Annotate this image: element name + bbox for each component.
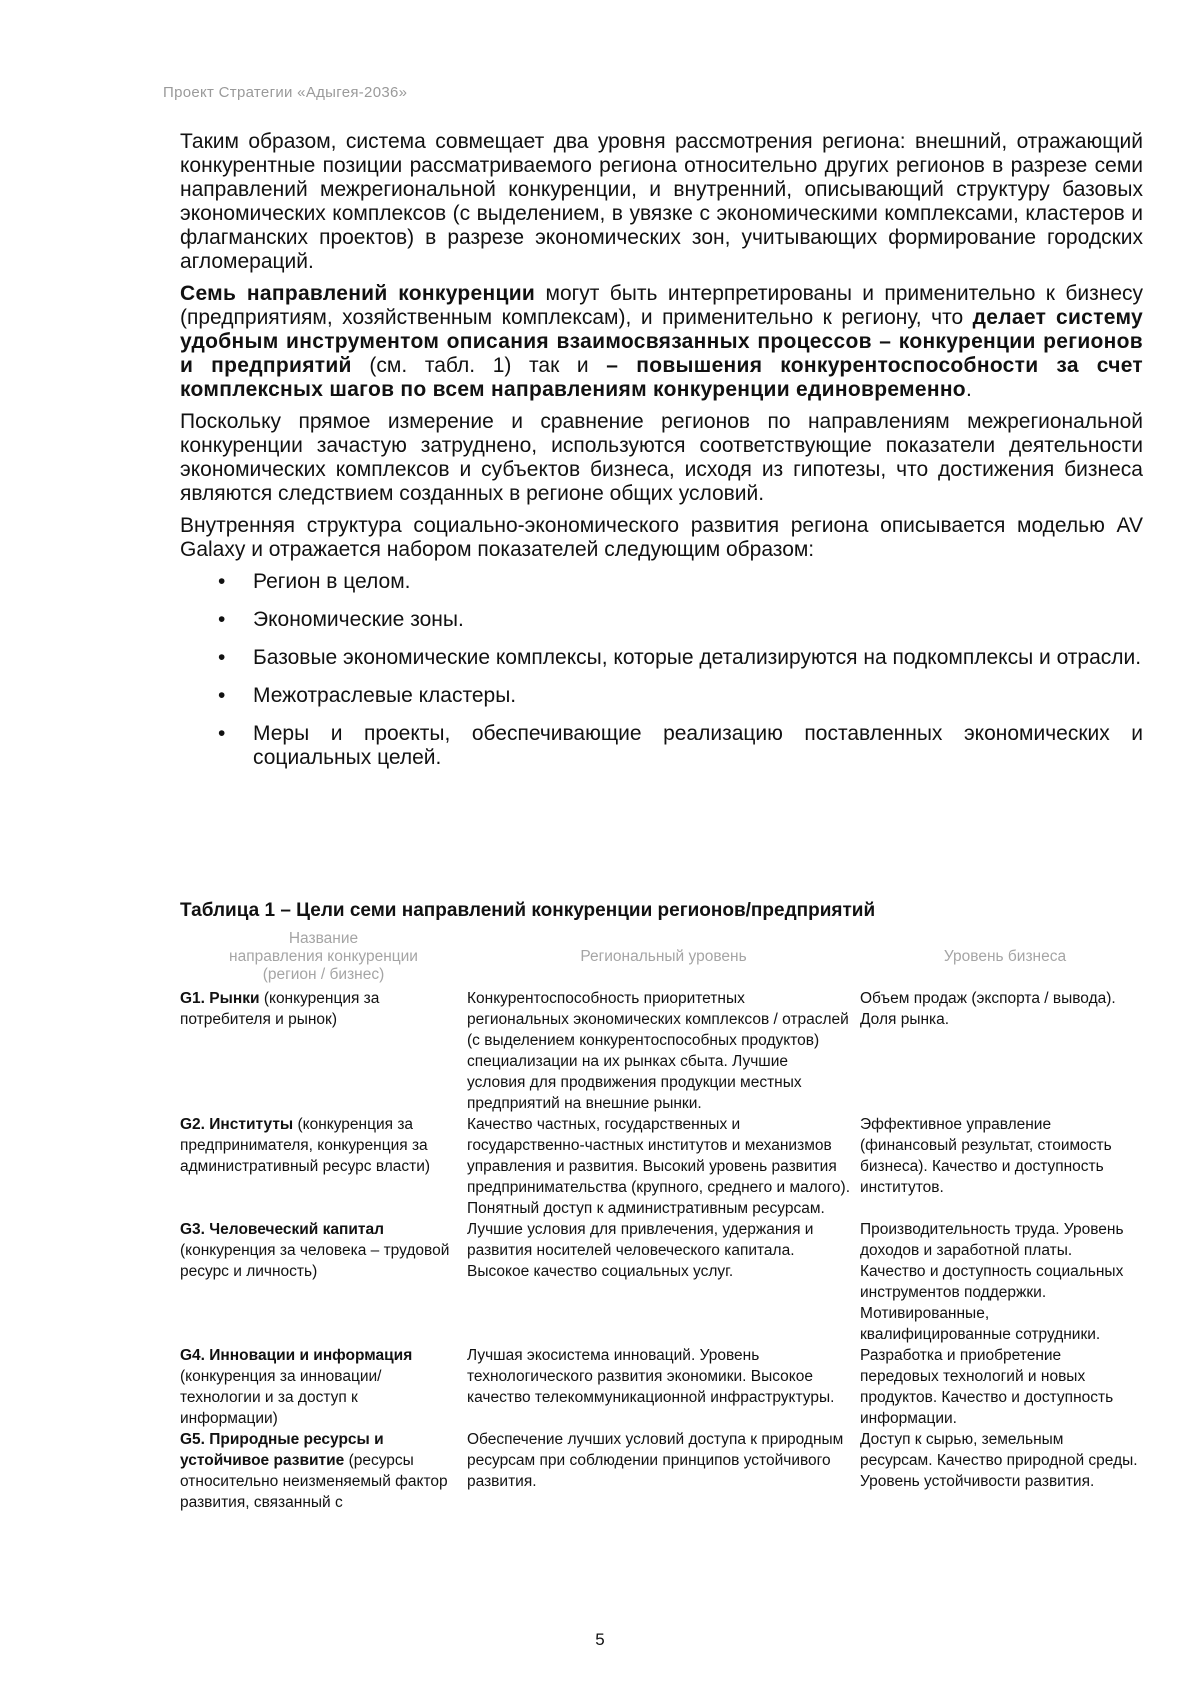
bullet-icon: •: [218, 722, 226, 745]
business-cell: Разработка и приобретение передовых технологий и новых продуктов. Качество и доступность информации.: [860, 1347, 1114, 1427]
bullet-icon: •: [218, 608, 226, 631]
regional-cell: Качество частных, государственных и государственно-частных институтов и механизмов управления и развития. Высокий уровень развития предпринимательства (крупного, среднего и малого). Понятный доступ к административным ресурсам.: [467, 1116, 851, 1217]
list-item: • Экономические зоны.: [218, 608, 464, 631]
table-row: [180, 1114, 1150, 1219]
goals-table: [180, 930, 1150, 1513]
emphasis-competitiveness: – повышения конкурентоспособности за счет комплексных шагов по всем направлениям конкуренции единовременно: [180, 354, 1143, 401]
bullet-icon: •: [218, 570, 226, 593]
table-header-row: [180, 930, 1150, 988]
direction-cell: G4. Инновации и информация (конкуренция за инновации/технологии и за доступ к информации): [180, 1347, 413, 1427]
header-direction-name: Название направления конкуренции (регион / бизнес): [229, 930, 418, 983]
list-item: • Базовые экономические комплексы, которые детализируются на подкомплексы и отрасли.: [218, 646, 1142, 669]
bullet-icon: •: [218, 646, 226, 669]
table-row: [180, 988, 1150, 1114]
business-cell: Производительность труда. Уровень доходов и заработной платы. Качество и доступность социальных инструментов поддержки. Мотивированные, квалифицированные сотрудники.: [860, 1221, 1124, 1343]
list-item: • Межотраслевые кластеры.: [218, 684, 517, 707]
table-row: [180, 1345, 1150, 1429]
running-header: Проект Стратегии «Адыгея-2036»: [163, 84, 408, 101]
regional-cell: Лучшая экосистема инноваций. Уровень технологического развития экономики. Высокое качество телекоммуникационной инфраструктуры.: [467, 1347, 835, 1406]
paragraph-4: Внутренняя структура социально-экономического развития региона описывается моделью AV Galaxy и отражается набором показателей следующим образом:: [180, 514, 1143, 561]
bullet-list: [180, 570, 1143, 770]
direction-cell: G5. Природные ресурсы и устойчивое развитие (ресурсы относительно неизменяемый фактор развития, связанный с: [180, 1431, 448, 1511]
table-caption: Таблица 1 – Цели семи направлений конкуренции регионов/предприятий: [180, 900, 876, 921]
paragraph-3: Поскольку прямое измерение и сравнение регионов по направлениям межрегиональной конкуренции зачастую затруднено, используются соответствующие показатели деятельности экономических комплексов и субъектов бизнеса, исходя из гипотезы, что достижения бизнеса являются следствием созданных в регионе общих условий.: [180, 410, 1143, 505]
direction-cell: G1. Рынки (конкуренция за потребителя и рынок): [180, 990, 380, 1028]
business-cell: Объем продаж (экспорта / вывода). Доля рынка.: [860, 990, 1116, 1028]
regional-cell: Конкурентоспособность приоритетных региональных экономических комплексов / отраслей (с выделением конкурентоспособных продуктов) специализации на их рынках сбыта. Лучшие условия для продвижения продукции местных предприятий на внешние рынки.: [467, 990, 849, 1112]
header-regional-level: Региональный уровень: [580, 948, 747, 965]
table-row: [180, 1219, 1150, 1345]
list-item: • Регион в целом.: [218, 570, 411, 593]
table-row: [180, 1429, 1150, 1513]
paragraph-1: Таким образом, система совмещает два уровня рассмотрения региона: внешний, отражающий конкурентные позиции рассматриваемого региона относительно других регионов в разрезе семи направлений межрегиональной конкуренции, и внутренний, описывающий структуру базовых экономических комплексов (с выделением, в увязке с экономическими комплексами, кластеров и флагманских проектов) в разрезе экономических зон, учитывающих формирование городских агломераций.: [180, 130, 1143, 273]
emphasis-system-tool: делает систему удобным инструментом описания взаимосвязанных процессов – конкуренции регионов и предприятий: [180, 306, 1143, 377]
direction-cell: G3. Человеческий капитал (конкуренция за человека – трудовой ресурс и личность): [180, 1221, 450, 1280]
regional-cell: Лучшие условия для привлечения, удержания и развития носителей человеческого капитала. Высокое качество социальных услуг.: [467, 1221, 814, 1280]
header-business-level: Уровень бизнеса: [943, 948, 1067, 965]
body-text: [180, 130, 1143, 784]
paragraph-2: Семь направлений конкуренции могут быть интерпретированы и применительно к бизнесу (предприятиям, хозяйственным комплексам), и применительно к региону, что делает систему удобным инструментом описания взаимосвязанных процессов – конкуренции регионов и предприятий (см. табл. 1) так и – повышения конкурентоспособности за счет комплексных шагов по всем направлениям конкуренции единовременно.: [180, 282, 1143, 401]
direction-cell: G2. Институты (конкуренция за предпринимателя, конкуренция за административный ресурс власти): [180, 1116, 431, 1175]
regional-cell: Обеспечение лучших условий доступа к природным ресурсам при соблюдении принципов устойчивого развития.: [467, 1431, 844, 1490]
business-cell: Доступ к сырью, земельным ресурсам. Качество природной среды. Уровень устойчивости развития.: [860, 1431, 1138, 1490]
page-number: 5: [595, 1630, 605, 1649]
business-cell: Эффективное управление (финансовый результат, стоимость бизнеса). Качество и доступность институтов.: [860, 1116, 1112, 1196]
bullet-icon: •: [218, 684, 226, 707]
emphasis-seven-directions: Семь направлений конкуренции: [180, 282, 536, 305]
list-item: • Меры и проекты, обеспечивающие реализацию поставленных экономических и социальных целей.: [218, 722, 1143, 769]
